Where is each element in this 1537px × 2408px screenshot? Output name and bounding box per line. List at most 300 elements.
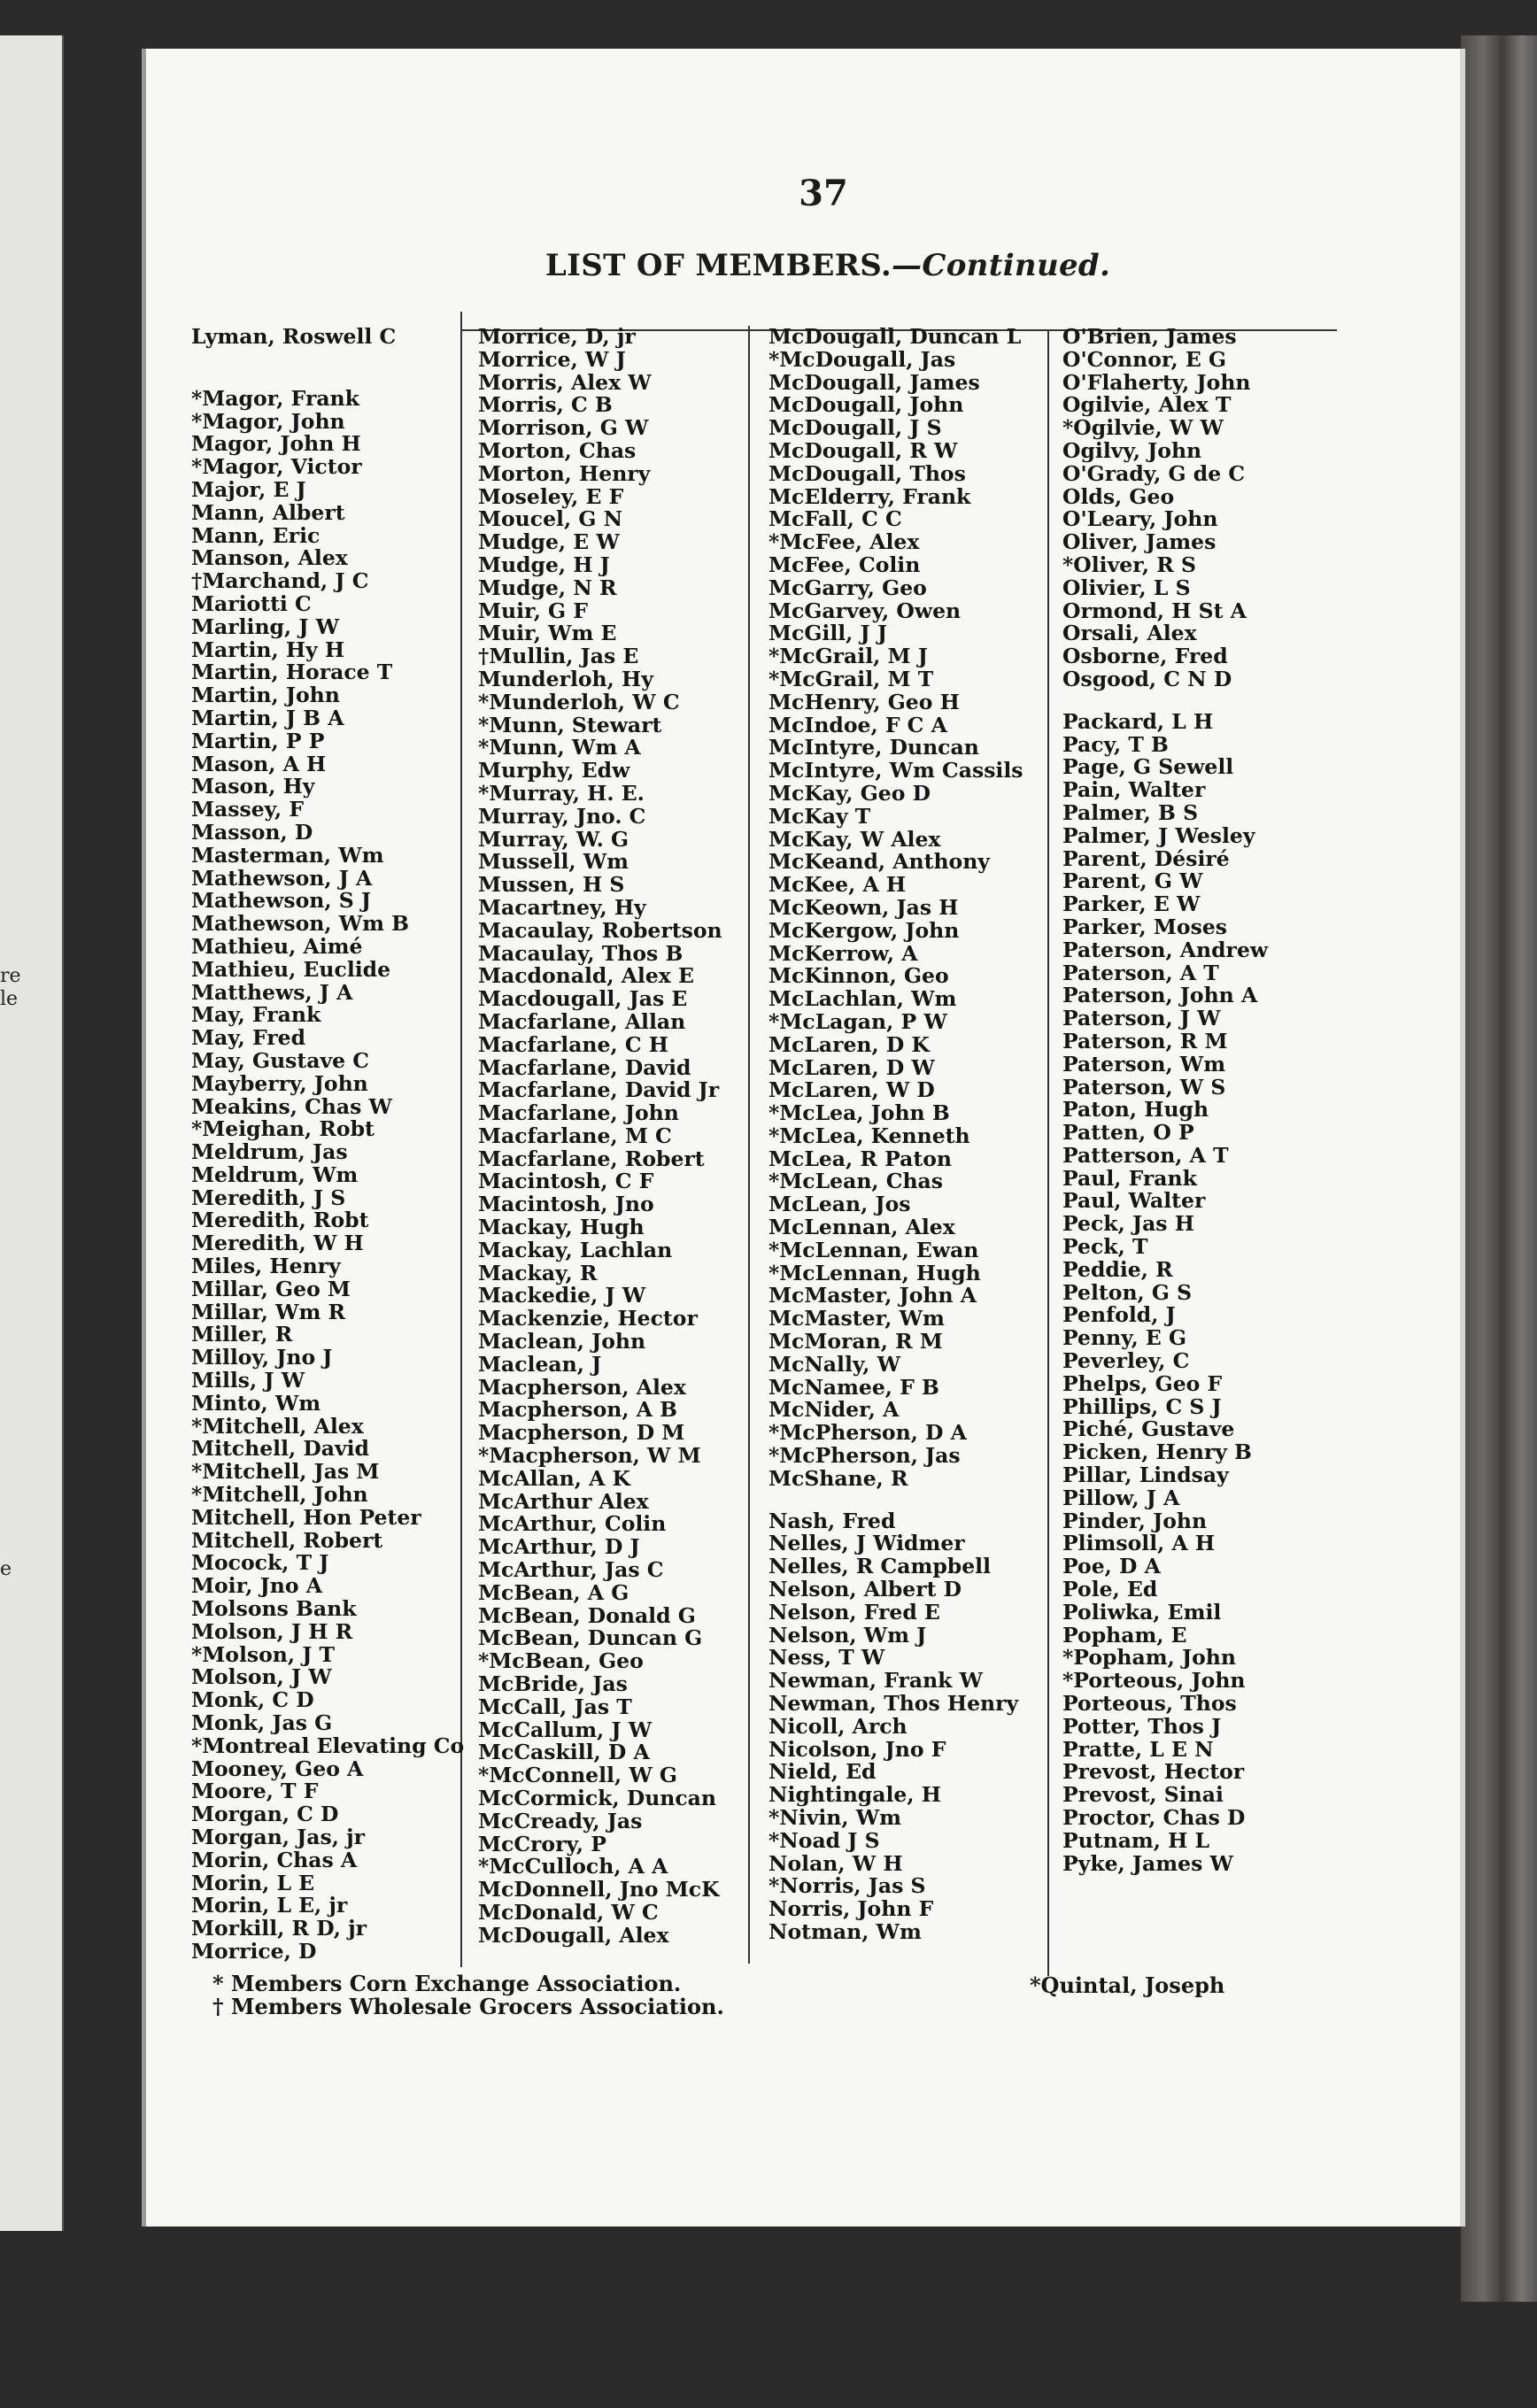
member-entry: Nield, Ed xyxy=(768,1759,877,1785)
member-entry: McArthur, Colin xyxy=(478,1511,667,1537)
member-entry: Macaulay, Thos B xyxy=(478,940,684,966)
member-entry: McDougall, John xyxy=(768,392,964,418)
member-entry: Moir, Jno A xyxy=(191,1573,322,1599)
member-entry: Paterson, Andrew xyxy=(1062,937,1269,962)
member-entry: Mathewson, Wm B xyxy=(191,911,410,937)
member-entry: *Nivin, Wm xyxy=(768,1805,901,1830)
facing-page-fragment: e xyxy=(0,1558,12,1580)
member-entry: *Oliver, R S xyxy=(1062,552,1196,577)
member-entry: Maclean, J xyxy=(478,1351,602,1377)
member-entry: Moseley, E F xyxy=(478,483,624,509)
letter-group-gap xyxy=(191,368,464,388)
member-entry: Poliwka, Emil xyxy=(1062,1599,1222,1625)
member-entry: McKay, W Alex xyxy=(768,826,941,852)
member-entry: Mackay, Lachlan xyxy=(478,1237,673,1262)
member-entry: McKinnon, Geo xyxy=(768,963,949,989)
member-entry: Meldrum, Wm xyxy=(191,1162,359,1187)
member-entry: *McPherson, Jas xyxy=(768,1443,961,1469)
member-entry: *McPherson, D A xyxy=(768,1420,967,1446)
member-entry: Marling, J W xyxy=(191,614,340,639)
member-entry: Prevost, Sinai xyxy=(1062,1782,1224,1808)
member-entry: Morrice, D, jr xyxy=(478,324,636,349)
letter-group-gap xyxy=(191,349,464,368)
member-entry: Page, G Sewell xyxy=(1062,754,1234,780)
member-entry: Picken, Henry B xyxy=(1062,1439,1252,1465)
member-entry: McCaskill, D A xyxy=(478,1740,650,1765)
member-entry: McFee, Colin xyxy=(768,552,921,577)
member-entry: Macdougall, Jas E xyxy=(478,986,688,1012)
member-entry: McElderry, Frank xyxy=(768,483,971,509)
member-entry: McMaster, John A xyxy=(768,1283,977,1308)
member-entry: Monk, C D xyxy=(191,1687,314,1713)
heading-main: LIST OF MEMBERS. xyxy=(545,248,892,283)
member-entry: McDonnell, Jno McK xyxy=(478,1877,720,1902)
member-column-4 xyxy=(1062,326,1268,1875)
member-entry: Macfarlane, David xyxy=(478,1054,691,1080)
member-entry: Ormond, H St A xyxy=(1062,598,1247,623)
member-entry: *Magor, John xyxy=(191,408,345,434)
member-entry: McCrory, P xyxy=(478,1831,606,1856)
member-entry: Packard, L H xyxy=(1062,708,1214,734)
member-entry: Meredith, W H xyxy=(191,1231,364,1256)
member-entry: McShane, R xyxy=(768,1465,908,1491)
member-entry: Potter, Thos J xyxy=(1062,1713,1222,1739)
member-column-1 xyxy=(191,326,464,1964)
member-entry: Prevost, Hector xyxy=(1062,1759,1245,1785)
member-entry: *Noad J S xyxy=(768,1827,880,1853)
member-entry: McMaster, Wm xyxy=(768,1306,945,1331)
member-entry: Pinder, John xyxy=(1062,1508,1208,1533)
member-entry: Magor, John H xyxy=(191,431,361,457)
member-entry: *Munn, Wm A xyxy=(478,735,641,760)
member-entry: Newman, Frank W xyxy=(768,1668,984,1694)
member-entry: O'Leary, John xyxy=(1062,506,1218,532)
member-entry: McMoran, R M xyxy=(768,1329,943,1354)
page-number: 37 xyxy=(799,173,848,214)
member-entry: Paterson, A T xyxy=(1062,960,1219,985)
member-entry: Mayberry, John xyxy=(191,1070,368,1096)
member-entry: Mann, Eric xyxy=(191,522,321,548)
member-entry: McLaren, D W xyxy=(768,1054,935,1080)
member-entry: Martin, John xyxy=(191,683,340,708)
member-entry: Pillar, Lindsay xyxy=(1062,1463,1229,1488)
member-entry: McCormick, Duncan xyxy=(478,1786,716,1810)
member-entry: Osborne, Fred xyxy=(1062,644,1228,669)
member-entry: Miles, Henry xyxy=(191,1254,341,1279)
member-entry: Morgan, Jas, jr xyxy=(191,1825,365,1849)
member-entry: Macartney, Hy xyxy=(478,894,646,920)
member-entry: Pelton, G S xyxy=(1062,1279,1193,1305)
member-entry: Notman, Wm xyxy=(768,1918,922,1944)
member-entry: *Meighan, Robt xyxy=(191,1116,375,1142)
member-entry: Peverley, C xyxy=(1062,1348,1190,1374)
member-entry: Paul, Frank xyxy=(1062,1165,1197,1191)
member-entry: Peck, Jas H xyxy=(1062,1211,1194,1237)
member-entry: Mocock, T J xyxy=(191,1550,329,1576)
heading-continued: —Continued. xyxy=(892,248,1111,283)
member-entry: Ness, T W xyxy=(768,1645,885,1671)
member-entry: McFall, C C xyxy=(768,506,902,532)
member-entry: Nicoll, Arch xyxy=(768,1713,908,1739)
member-entry: Pyke, James W xyxy=(1062,1850,1233,1876)
member-entry: Paul, Walter xyxy=(1062,1188,1206,1214)
member-entry: Nelson, Albert D xyxy=(768,1577,962,1602)
member-entry: Paterson, W S xyxy=(1062,1074,1226,1100)
member-entry: Olivier, L S xyxy=(1062,575,1191,600)
member-entry: *Magor, Frank xyxy=(191,385,359,411)
member-entry: McBean, A G xyxy=(478,1579,629,1605)
member-entry: Mathieu, Aimé xyxy=(191,933,363,959)
member-entry: Nightingale, H xyxy=(768,1782,941,1808)
member-entry: Parent, Désiré xyxy=(1062,845,1230,871)
member-entry: *McLagan, P W xyxy=(768,1008,947,1034)
footnotes xyxy=(71,1972,724,2018)
member-entry: McDougall, Thos xyxy=(768,460,966,486)
member-entry: Miller, R xyxy=(191,1322,293,1347)
member-entry: May, Fred xyxy=(191,1025,306,1051)
member-entry: †Marchand, J C xyxy=(191,568,369,594)
member-entry: Poe, D A xyxy=(1062,1554,1161,1579)
member-entry: Pole, Ed xyxy=(1062,1577,1158,1602)
member-entry: McNally, W xyxy=(768,1351,901,1377)
member-entry: O'Grady, G de C xyxy=(1062,460,1246,486)
member-entry: Putnam, H L xyxy=(1062,1827,1210,1853)
member-entry: Mudge, E W xyxy=(478,529,620,555)
member-entry: O'Flaherty, John xyxy=(1062,369,1251,395)
member-entry: Molson, J H R xyxy=(191,1618,353,1644)
member-entry: Macfarlane, Robert xyxy=(478,1146,705,1171)
member-entry: Mathewson, J A xyxy=(191,865,373,891)
member-entry: Peddie, R xyxy=(1062,1256,1173,1282)
member-entry: Matthews, J A xyxy=(191,979,353,1005)
member-entry: Massey, F xyxy=(191,797,305,822)
member-entry: Muir, G F xyxy=(478,598,588,623)
member-entry: Ogilvy, John xyxy=(1062,437,1202,463)
member-entry: Macfarlane, M C xyxy=(478,1123,672,1148)
member-entry: Mitchell, Robert xyxy=(191,1527,383,1553)
member-column-2 xyxy=(478,326,722,1948)
member-entry: Palmer, J Wesley xyxy=(1062,822,1255,848)
member-entry: *Popham, John xyxy=(1062,1645,1236,1671)
member-entry: Manson, Alex xyxy=(191,545,348,571)
member-entry: Newman, Thos Henry xyxy=(768,1691,1019,1717)
member-entry: *Mitchell, Alex xyxy=(191,1413,364,1439)
member-entry: McLaren, D K xyxy=(768,1031,930,1057)
member-entry: Murphy, Edw xyxy=(478,758,630,783)
member-entry: Porteous, Thos xyxy=(1062,1691,1237,1717)
member-entry: Proctor, Chas D xyxy=(1062,1805,1246,1830)
member-entry: McGarry, Geo xyxy=(768,575,927,600)
member-entry: Nelles, J Widmer xyxy=(768,1531,965,1556)
last-entry: *Quintal, Joseph xyxy=(1030,1972,1225,1998)
member-entry: Masterman, Wm xyxy=(191,842,384,868)
facing-page-edge xyxy=(0,35,64,2231)
member-entry: *McLennan, Ewan xyxy=(768,1237,979,1262)
member-entry: Meredith, J S xyxy=(191,1185,346,1210)
member-entry: Murray, W. G xyxy=(478,826,629,852)
member-entry: Meakins, Chas W xyxy=(191,1093,392,1119)
member-entry: *Norris, Jas S xyxy=(768,1873,926,1899)
member-entry: Parker, E W xyxy=(1062,891,1201,917)
member-entry: Macpherson, Alex xyxy=(478,1374,686,1400)
member-entry: *Mitchell, Jas M xyxy=(191,1459,380,1485)
member-entry: Pillow, J A xyxy=(1062,1485,1180,1510)
member-entry: *Macpherson, W M xyxy=(478,1443,701,1469)
member-entry: McLaren, W D xyxy=(768,1077,935,1103)
member-entry: †Mullin, Jas E xyxy=(478,644,639,669)
member-entry: Molsons Bank xyxy=(191,1596,357,1622)
member-entry: Paterson, R M xyxy=(1062,1028,1228,1054)
member-entry: Patten, O P xyxy=(1062,1120,1194,1146)
member-entry: Morton, Henry xyxy=(478,460,651,486)
member-entry: McDougall, Duncan L xyxy=(768,324,1022,349)
member-entry: Palmer, B S xyxy=(1062,799,1199,825)
member-entry: McIndoe, F C A xyxy=(768,712,947,737)
footnote-wholesale-grocers: † Members Wholesale Grocers Association. xyxy=(212,1994,724,2019)
member-entry: Mudge, H J xyxy=(478,552,610,577)
member-entry: Macfarlane, John xyxy=(478,1100,679,1126)
member-entry: Osgood, C N D xyxy=(1062,666,1232,691)
member-entry: Penfold, J xyxy=(1062,1302,1176,1328)
member-entry: Oliver, James xyxy=(1062,529,1216,555)
member-entry: Mason, Hy xyxy=(191,774,315,799)
member-entry: Mathieu, Euclide xyxy=(191,956,391,982)
member-entry: Mussen, H S xyxy=(478,872,625,898)
member-entry: Paton, Hugh xyxy=(1062,1097,1209,1123)
member-entry: Moucel, G N xyxy=(478,506,623,532)
member-entry: Mann, Albert xyxy=(191,499,345,525)
member-entry: McLachlan, Wm xyxy=(768,986,957,1012)
member-entry: McKay T xyxy=(768,803,871,829)
member-entry: Nelles, R Campbell xyxy=(768,1554,992,1579)
member-entry: Norris, John F xyxy=(768,1896,934,1922)
member-entry: McKeown, Jas H xyxy=(768,894,959,920)
member-entry: McDougall, R W xyxy=(768,437,958,463)
member-entry: Morton, Chas xyxy=(478,437,637,463)
member-entry: *McFee, Alex xyxy=(768,529,920,555)
letter-group-gap xyxy=(1062,691,1268,711)
member-entry: Paterson, Wm xyxy=(1062,1051,1226,1077)
member-entry: McCready, Jas xyxy=(478,1808,643,1833)
member-entry: Mussell, Wm xyxy=(478,849,629,875)
member-entry: McDonald, W C xyxy=(478,1899,659,1925)
member-entry: McNamee, F B xyxy=(768,1374,939,1400)
member-entry: Paterson, John A xyxy=(1062,983,1258,1008)
facing-page-fragment: re xyxy=(0,965,21,987)
page-heading xyxy=(146,248,1465,283)
member-entry: Millar, Wm R xyxy=(191,1299,346,1324)
member-entry: Mariotti C xyxy=(191,590,312,616)
member-entry: Mackay, R xyxy=(478,1260,598,1285)
member-entry: Martin, J B A xyxy=(191,705,344,730)
member-entry: Macintosh, Jno xyxy=(478,1192,654,1217)
member-entry: Macintosh, C F xyxy=(478,1169,654,1194)
member-entry: Morrison, G W xyxy=(478,415,649,441)
book-edge xyxy=(1461,35,1537,2302)
member-entry: Mitchell, Hon Peter xyxy=(191,1504,421,1530)
member-entry: *McGrail, M T xyxy=(768,666,934,691)
member-entry: McArthur, Jas C xyxy=(478,1557,664,1583)
member-entry: Meredith, Robt xyxy=(191,1208,369,1233)
member-entry: McKerrow, A xyxy=(768,940,918,966)
member-entry: Morgan, C D xyxy=(191,1802,339,1827)
member-entry: Mackedie, J W xyxy=(478,1283,646,1308)
member-entry: Olds, Geo xyxy=(1062,483,1175,509)
member-entry: Martin, P P xyxy=(191,728,325,753)
member-entry: Mooney, Geo A xyxy=(191,1756,364,1781)
member-entry: Nolan, W H xyxy=(768,1850,903,1876)
member-entry: *Munderloh, W C xyxy=(478,689,680,714)
member-entry: Macaulay, Robertson xyxy=(478,917,722,943)
member-entry: *McCulloch, A A xyxy=(478,1854,668,1879)
member-entry: Macpherson, D M xyxy=(478,1420,685,1446)
member-entry: Major, E J xyxy=(191,476,306,502)
member-entry: Plimsoll, A H xyxy=(1062,1531,1216,1556)
member-entry: Peck, T xyxy=(1062,1234,1148,1260)
member-entry: Munderloh, Hy xyxy=(478,666,653,691)
member-entry: McArthur, D J xyxy=(478,1534,640,1560)
letter-group-gap xyxy=(768,1491,1023,1510)
member-entry: McDougall, J S xyxy=(768,415,942,441)
member-entry: Milloy, Jno J xyxy=(191,1345,333,1370)
member-entry: Meldrum, Jas xyxy=(191,1139,348,1165)
member-entry: Macfarlane, C H xyxy=(478,1031,668,1057)
member-entry: McHenry, Geo H xyxy=(768,689,960,714)
member-entry: *McGrail, M J xyxy=(768,644,928,669)
member-entry: McGarvey, Owen xyxy=(768,598,962,623)
member-entry: Macdonald, Alex E xyxy=(478,963,694,989)
member-entry: *Molson, J T xyxy=(191,1641,336,1667)
member-entry: McIntyre, Duncan xyxy=(768,735,979,760)
column-separator xyxy=(748,326,750,1964)
member-entry: Morkill, R D, jr xyxy=(191,1916,367,1941)
member-entry: Murray, Jno. C xyxy=(478,803,646,829)
member-entry: McArthur Alex xyxy=(478,1488,649,1514)
member-entry: Morin, Chas A xyxy=(191,1847,358,1872)
member-entry: Morris, Alex W xyxy=(478,369,652,395)
member-entry: McKay, Geo D xyxy=(768,780,931,806)
member-entry: McKeand, Anthony xyxy=(768,849,990,875)
member-entry: Mason, A H xyxy=(191,751,327,776)
member-entry: Piché, Gustave xyxy=(1062,1416,1235,1442)
member-entry: McBean, Duncan G xyxy=(478,1625,703,1651)
member-entry: Nash, Fred xyxy=(768,1508,896,1533)
member-entry: *McLean, Chas xyxy=(768,1169,944,1194)
member-entry: Paterson, J W xyxy=(1062,1006,1221,1031)
member-entry: O'Brien, James xyxy=(1062,324,1237,349)
member-entry: McBean, Donald G xyxy=(478,1602,696,1628)
member-entry: Patterson, A T xyxy=(1062,1142,1229,1168)
member-entry: McLean, Jos xyxy=(768,1192,911,1217)
member-entry: McLennan, Alex xyxy=(768,1215,955,1240)
member-entry: *McLea, John B xyxy=(768,1100,950,1126)
member-column-3 xyxy=(768,326,1023,1944)
member-entry: *McDougall, Jas xyxy=(768,346,956,372)
member-entry: Masson, D xyxy=(191,819,313,845)
member-entry: *McBean, Geo xyxy=(478,1648,644,1674)
member-entry: McCallum, J W xyxy=(478,1717,653,1742)
member-entry: *McLea, Kenneth xyxy=(768,1123,970,1148)
member-entry: Minto, Wm xyxy=(191,1390,321,1416)
member-entry: Penny, E G xyxy=(1062,1325,1187,1351)
member-entry: McDougall, Alex xyxy=(478,1922,669,1948)
member-entry: McLea, R Paton xyxy=(768,1146,952,1171)
member-entry: Mitchell, David xyxy=(191,1436,369,1462)
member-entry: *Ogilvie, W W xyxy=(1062,415,1224,441)
member-entry: Mudge, N R xyxy=(478,575,617,600)
member-entry: *Montreal Elevating Co xyxy=(191,1733,465,1758)
member-entry: *Magor, Victor xyxy=(191,454,362,480)
member-entry: *McConnell, W G xyxy=(478,1763,677,1788)
member-entry: Phelps, Geo F xyxy=(1062,1370,1223,1396)
member-entry: Morris, C B xyxy=(478,392,613,418)
member-entry: Molson, J W xyxy=(191,1664,332,1690)
member-entry: Muir, Wm E xyxy=(478,621,617,646)
member-entry: Lyman, Roswell C xyxy=(191,324,397,349)
member-entry: McDougall, James xyxy=(768,369,980,395)
member-entry: *McLennan, Hugh xyxy=(768,1260,981,1285)
member-entry: McBride, Jas xyxy=(478,1671,628,1697)
member-entry: Mackenzie, Hector xyxy=(478,1306,698,1331)
member-entry: Moore, T F xyxy=(191,1779,319,1804)
member-entry: McKergow, John xyxy=(768,917,960,943)
member-entry: McIntyre, Wm Cassils xyxy=(768,758,1023,783)
member-entry: Mackay, Hugh xyxy=(478,1215,645,1240)
member-entry: McNider, A xyxy=(768,1397,900,1423)
member-entry: Nelson, Fred E xyxy=(768,1599,940,1625)
member-entry: McKee, A H xyxy=(768,872,907,898)
member-entry: Monk, Jas G xyxy=(191,1710,333,1736)
column-separator xyxy=(1047,329,1049,1976)
member-entry: Parker, Moses xyxy=(1062,914,1228,939)
member-entry: Parent, G W xyxy=(1062,868,1203,894)
member-entry: McAllan, A K xyxy=(478,1465,630,1491)
member-entry: *Murray, H. E. xyxy=(478,780,645,806)
member-entry: Nicolson, Jno F xyxy=(768,1736,946,1762)
member-entry: McGill, J J xyxy=(768,621,887,646)
member-entry: Pain, Walter xyxy=(1062,777,1206,803)
member-entry: Macfarlane, Allan xyxy=(478,1008,686,1034)
member-entry: Macfarlane, David Jr xyxy=(478,1077,720,1103)
member-entry: Mills, J W xyxy=(191,1368,305,1393)
member-entry: Orsali, Alex xyxy=(1062,621,1197,646)
member-entry: Millar, Geo M xyxy=(191,1276,351,1301)
member-entry: Pacy, T B xyxy=(1062,731,1169,757)
member-entry: Martin, Horace T xyxy=(191,660,393,685)
member-entry: O'Connor, E G xyxy=(1062,346,1227,372)
member-entry: *Mitchell, John xyxy=(191,1482,368,1508)
footnote-corn-exchange: * Members Corn Exchange Association. xyxy=(212,1971,682,1996)
member-entry: Mathewson, S J xyxy=(191,888,371,914)
member-entry: Nelson, Wm J xyxy=(768,1622,927,1648)
member-entry: Ogilvie, Alex T xyxy=(1062,392,1232,418)
member-entry: Morrice, W J xyxy=(478,346,626,372)
member-entry: Popham, E xyxy=(1062,1622,1187,1648)
member-entry: Macpherson, A B xyxy=(478,1397,678,1423)
member-entry: Pratte, L E N xyxy=(1062,1736,1214,1762)
member-entry: Morin, L E xyxy=(191,1870,315,1895)
member-entry: Maclean, John xyxy=(478,1329,646,1354)
member-entry: *Munn, Stewart xyxy=(478,712,662,737)
member-entry: May, Gustave C xyxy=(191,1047,369,1073)
member-entry: May, Frank xyxy=(191,1002,321,1028)
member-entry: McCall, Jas T xyxy=(478,1694,632,1719)
member-entry: *Porteous, John xyxy=(1062,1668,1246,1694)
member-entry: Morrice, D xyxy=(191,1938,317,1964)
member-entry: Morin, L E, jr xyxy=(191,1893,348,1918)
facing-page-fragment: le xyxy=(0,988,19,1010)
member-entry: Phillips, C S J xyxy=(1062,1393,1222,1419)
